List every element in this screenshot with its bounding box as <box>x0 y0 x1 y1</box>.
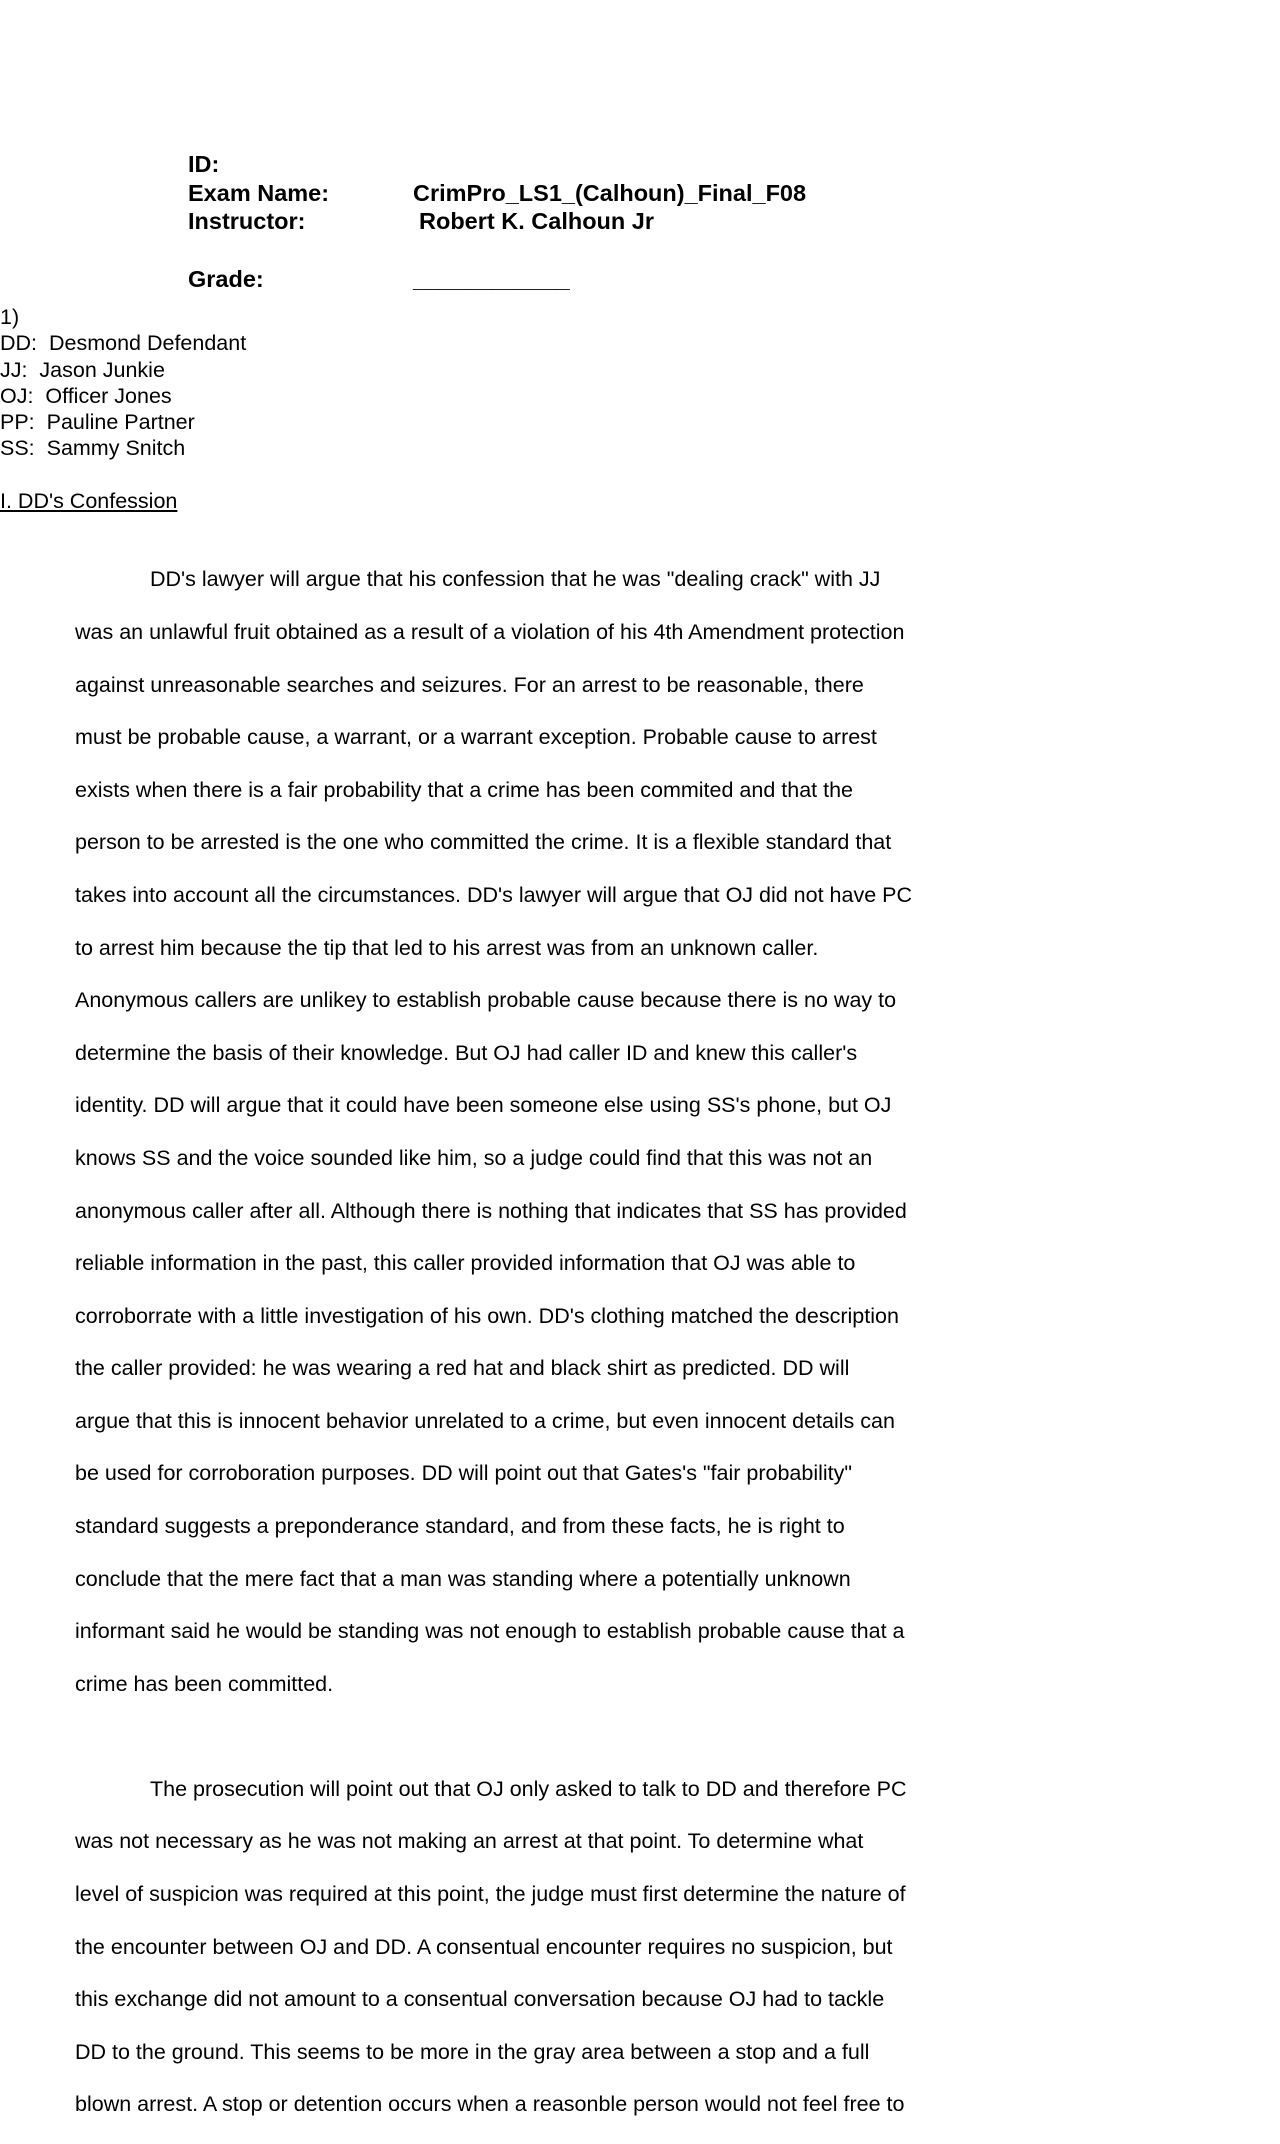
paragraph-line: argue that this is innocent behavior unrelated to a crime, but even innocent details can <box>75 1408 895 1433</box>
paragraph-line: informant said he would be standing was not enough to establish probable cause that a <box>75 1619 905 1644</box>
paragraph-line: DD's lawyer will argue that his confession that he was "dealing crack" with JJ <box>150 567 881 592</box>
paragraph-line: be used for corroboration purposes. DD will point out that Gates's "fair probability" <box>75 1461 853 1486</box>
paragraph-line: crime has been committed. <box>75 1671 334 1696</box>
paragraph-line: knows SS and the voice sounded like him, so a judge could find that this was not an <box>75 1145 873 1170</box>
paragraph-line: takes into account all the circumstances. DD's lawyer will argue that OJ did not have PC <box>75 882 913 907</box>
grade-blank: ____________ <box>413 265 570 292</box>
paragraph-1 <box>0 540 913 1723</box>
paragraph-line: to arrest him because the tip that led to his arrest was from an unknown caller. <box>75 935 819 960</box>
paragraph-line: exists when there is a fair probability that a crime has been commited and that the <box>75 777 853 802</box>
id-label: ID: <box>188 151 220 177</box>
paragraph-line: reliable information in the past, this caller provided information that OJ was able to <box>75 1251 856 1276</box>
paragraph-line: determine the basis of their knowledge. But OJ had caller ID and knew this caller's <box>75 1040 858 1065</box>
paragraph-line: this exchange did not amount to a consentual conversation because OJ had to tackle <box>75 1987 885 2012</box>
id-value <box>413 150 1088 179</box>
paragraph-line: against unreasonable searches and seizures. For an arrest to be reasonable, there <box>75 672 864 697</box>
question-number: 1) <box>0 305 20 329</box>
paragraph-line: the encounter between OJ and DD. A consentual encounter requires no suspicion, but <box>75 1934 893 1959</box>
instructor-value: Robert K. Calhoun Jr <box>419 208 655 234</box>
paragraph-line: was an unlawful fruit obtained as a result of a violation of his 4th Amendment protection <box>75 619 905 644</box>
roster-item: PP: Pauline Partner <box>0 410 195 435</box>
grade-row <box>188 265 1088 294</box>
roster-item: OJ: Officer Jones <box>0 383 172 408</box>
roster-item: JJ: Jason Junkie <box>0 357 165 382</box>
paragraph-line: anonymous caller after all. Although there is nothing that indicates that SS has provided <box>75 1198 907 1223</box>
paragraph-2 <box>0 1749 907 2143</box>
exam-header <box>188 150 1088 293</box>
answer-body <box>0 304 913 2144</box>
paragraph-line: the caller provided: he was wearing a red hat and black shirt as predicted. DD will <box>75 1356 850 1381</box>
paragraph-line: Anonymous callers are unlikey to establish probable cause because there is no way to <box>75 988 897 1013</box>
paragraph-line: corroborrate with a little investigation of his own. DD's clothing matched the description <box>75 1303 899 1328</box>
section-heading: I. DD's Confession <box>0 488 178 513</box>
paragraph-line: The prosecution will point out that OJ only asked to talk to DD and therefore PC <box>150 1776 907 1801</box>
paragraph-line: must be probable cause, a warrant, or a warrant exception. Probable cause to arrest <box>75 725 877 750</box>
grade-label: Grade: <box>188 265 264 292</box>
paragraph-line: blown arrest. A stop or detention occurs when a reasonble person would not feel free to <box>75 2092 905 2117</box>
paragraph-line: identity. DD will argue that it could have been someone else using SS's phone, but OJ <box>75 1093 892 1118</box>
paragraph-line: was not necessary as he was not making an arrest at that point. To determine what <box>75 1829 864 1854</box>
party-roster <box>0 330 900 461</box>
paragraph-line: level of suspicion was required at this point, the judge must first determine the nature of <box>75 1881 906 1906</box>
paragraph-line: standard suggests a preponderance standard, and from these facts, he is right to <box>75 1514 845 1539</box>
exam-name-value: CrimPro_LS1_(Calhoun)_Final_F08 <box>413 179 807 206</box>
paragraph-line: conclude that the mere fact that a man was standing where a potentially unknown <box>75 1566 851 1591</box>
paragraph-line: DD to the ground. This seems to be more in the gray area between a stop and a full <box>75 2039 870 2064</box>
header-grid <box>188 150 1088 236</box>
roster-item: SS: Sammy Snitch <box>0 436 186 461</box>
roster-item: DD: Desmond Defendant <box>0 331 247 356</box>
grade-value <box>413 265 1088 294</box>
exam-name-label: Exam Name: <box>188 179 330 206</box>
instructor-label: Instructor: <box>188 208 306 234</box>
paragraph-line: person to be arrested is the one who committed the crime. It is a flexible standard that <box>75 830 892 855</box>
